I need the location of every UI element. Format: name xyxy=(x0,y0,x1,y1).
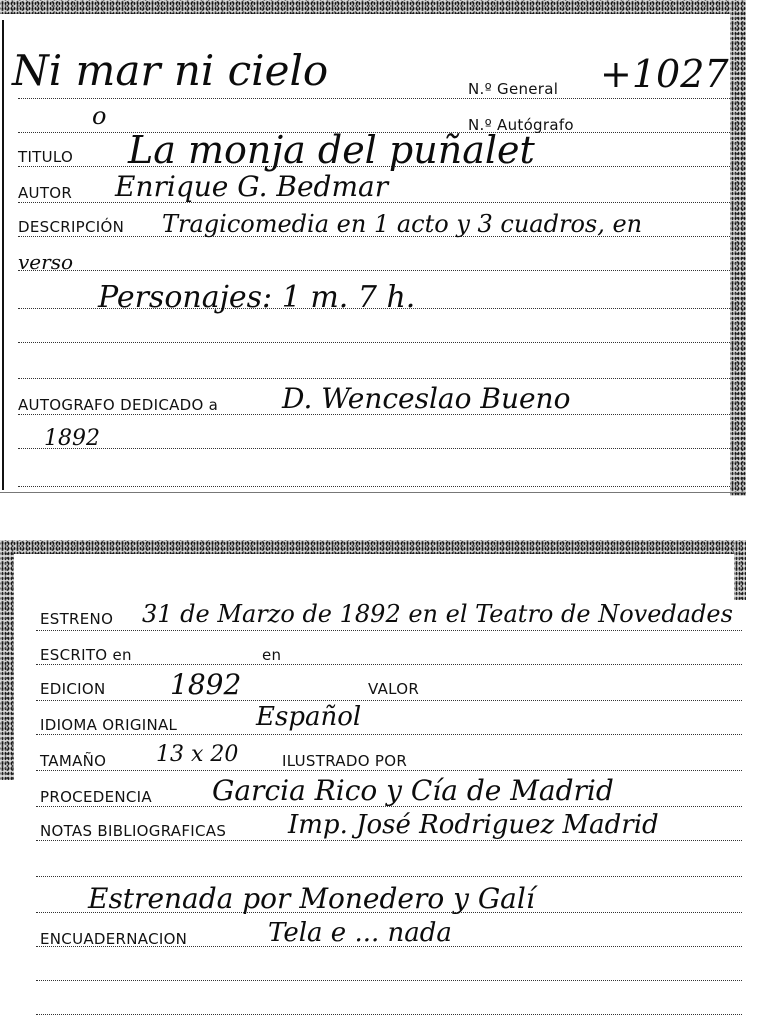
general-number-label: N.º General xyxy=(468,80,559,98)
edicion-value: 1892 xyxy=(170,668,242,701)
notas-label: NOTAS BIBLIOGRAFICAS xyxy=(40,822,227,840)
procedencia-value: Garcia Rico y Cía de Madrid xyxy=(212,774,614,807)
rule-line xyxy=(18,98,730,99)
ilustrado-label: ILUSTRADO POR xyxy=(282,752,408,770)
autor-label: AUTOR xyxy=(18,184,73,202)
titulo-value: La monja del puñalet xyxy=(128,128,535,172)
card-separator xyxy=(0,492,746,493)
handwritten-title: Ni mar ni cielo xyxy=(12,46,329,95)
procedencia-label: PROCEDENCIA xyxy=(40,788,152,806)
notas-value: Imp. José Rodriguez Madrid xyxy=(288,810,659,840)
rule-line xyxy=(36,980,742,981)
rule-line xyxy=(36,630,742,631)
general-number-value: +1027 xyxy=(600,52,729,96)
scan-noise-top xyxy=(0,0,746,14)
edicion-label: EDICION xyxy=(40,680,106,698)
autograph-number-label: N.º Autógrafo xyxy=(468,116,574,134)
scan-noise-right xyxy=(730,0,746,496)
catalog-card-front xyxy=(0,0,746,496)
scan-noise-right xyxy=(734,540,746,600)
idioma-label: IDIOMA ORIGINAL xyxy=(40,716,178,734)
valor-label: VALOR xyxy=(368,680,420,698)
autografo-dedicado-value: D. Wenceslao Bueno xyxy=(282,382,571,415)
scan-noise-top xyxy=(0,540,746,554)
rule-line xyxy=(36,840,742,841)
handwritten-o: o xyxy=(92,102,107,130)
rule-line xyxy=(18,342,730,343)
escrito-label: ESCRITO en xyxy=(40,646,132,664)
card-left-edge xyxy=(2,20,4,490)
notas-value-cont: Estrenada por Monedero y Galí xyxy=(88,882,535,915)
encuadernacion-label: ENCUADERNACION xyxy=(40,930,188,948)
autografo-year: 1892 xyxy=(44,426,100,451)
rule-line xyxy=(18,448,730,449)
descripcion-value: Tragicomedia en 1 acto y 3 cuadros, en xyxy=(162,210,643,238)
estreno-value: 31 de Marzo de 1892 en el Teatro de Novedades xyxy=(142,600,733,628)
scan-noise-left xyxy=(0,540,14,780)
tamano-label: TAMAÑO xyxy=(40,752,107,770)
rule-line xyxy=(36,664,742,665)
autografo-dedicado-label: AUTOGRAFO DEDICADO a xyxy=(18,396,219,414)
encuadernacion-value: Tela e ... nada xyxy=(268,918,452,948)
rule-line xyxy=(36,700,742,701)
rule-line xyxy=(18,486,730,487)
escrito-en-label: en xyxy=(262,646,282,664)
autor-value: Enrique G. Bedmar xyxy=(115,170,389,203)
rule-line xyxy=(36,734,742,735)
estreno-label: ESTRENO xyxy=(40,610,114,628)
tamano-value: 13 x 20 xyxy=(156,742,239,767)
idioma-value: Español xyxy=(256,702,362,732)
rule-line xyxy=(18,378,730,379)
personajes-value: Personajes: 1 m. 7 h. xyxy=(98,280,416,315)
rule-line xyxy=(36,770,742,771)
descripcion-value-cont: verso xyxy=(18,250,73,274)
rule-line xyxy=(36,876,742,877)
descripcion-label: DESCRIPCIÓN xyxy=(18,218,125,236)
catalog-card-back xyxy=(0,540,746,1028)
rule-line xyxy=(36,1014,742,1015)
rule-line xyxy=(18,270,730,271)
titulo-label: TITULO xyxy=(18,148,74,166)
